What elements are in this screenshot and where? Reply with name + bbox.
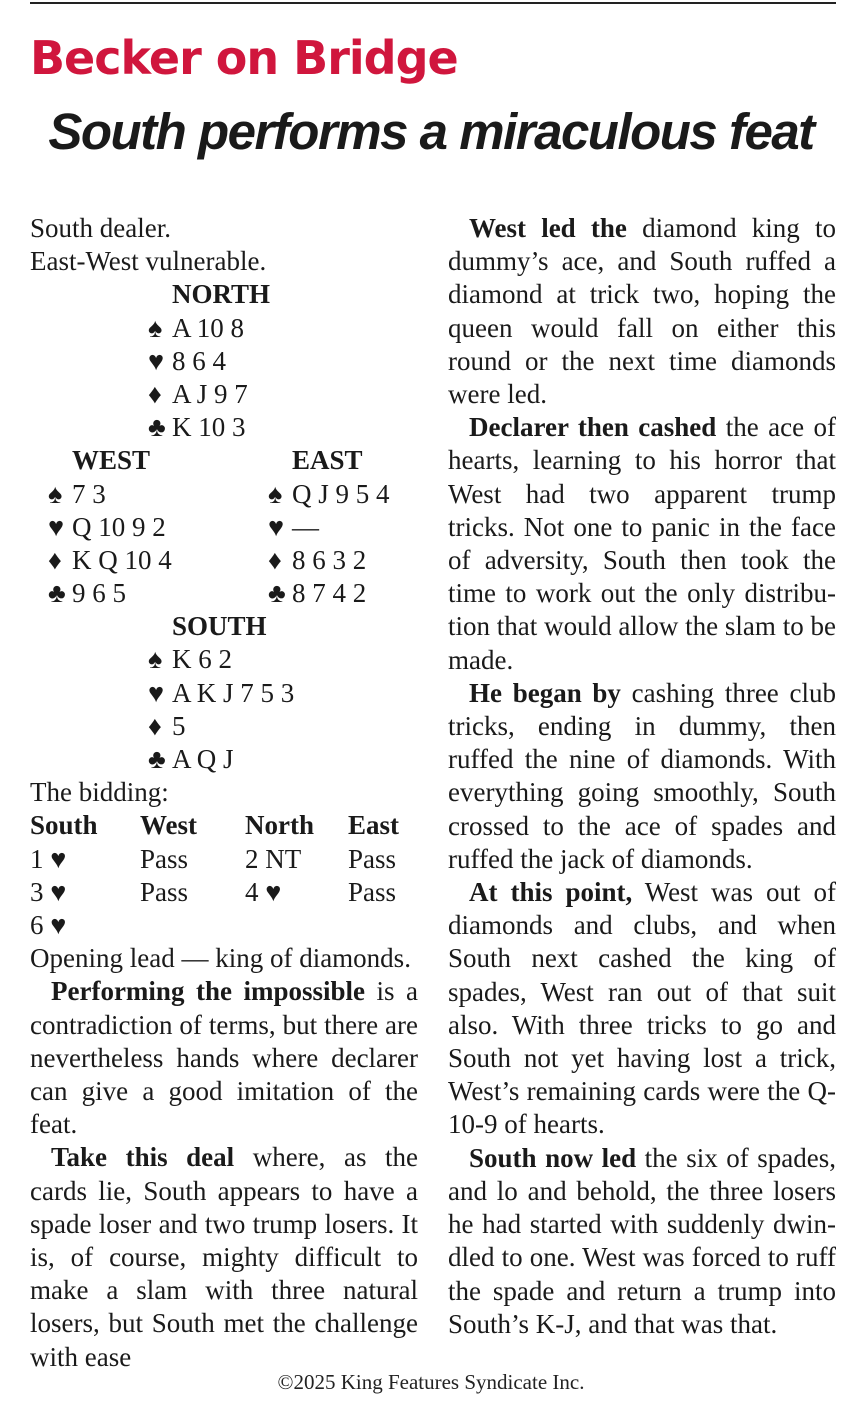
bidding-round: 6 ♥ [30,909,67,940]
club-icon: ♣ [268,578,286,609]
west-hearts: ♥ Q 10 9 2 [30,511,268,544]
west-spades: ♠ 7 3 [30,478,268,511]
north-hearts: ♥ 8 6 4 [30,345,418,378]
headline: South performs a miraculous feat [48,103,814,160]
diamond-icon: ♦ [148,710,162,741]
bidding-round: 3 ♥ Pass 4 ♥ Pass [30,876,397,907]
club-icon: ♣ [48,578,66,609]
column-title: Becker on Bridge [30,31,458,85]
east-diamonds: ♦ 8 6 3 2 [268,544,366,577]
article-paragraph: West led the diamond king to dummy’s ace, and South ruffed a diamond at trick two, hoping the queen would fall on either this round or the next time diamonds were led. [448,213,836,410]
bidding-header: South West North East [30,810,400,841]
article-paragraph: He began by cashing three club tricks, ending in dummy, then ruffed the nine of diamonds. With everything going smoothly, South crossed to the ace of spades and ruffed the jack of diamonds. [448,677,836,874]
diamond-icon: ♦ [268,544,282,575]
dealer-line: South dealer. [30,213,171,243]
left-column [30,212,418,1374]
west-clubs: ♣ 9 6 5 [30,577,268,610]
spade-icon: ♠ [148,644,163,675]
club-icon: ♣ [148,744,166,774]
south-hearts: ♥ A K J 7 5 3 [30,677,418,710]
north-label: NORTH [172,279,271,310]
top-rule [30,2,836,4]
article-paragraph: At this point, West was out of diamonds and clubs, and when South next cashed the king of spades, West ran out of that suit also. With three tricks to go and South not yet having lost a trick, West’s remaining cards were the Q-10-9 of hearts. [448,877,836,1140]
article-paragraph: Declarer then cashed the ace of hearts, learning to his horror that West had two apparent trump tricks. Not one to panic in the face of adversity, South then took the time to work out the only distribution that would allow the slam to be made. [448,412,836,675]
diamond-icon: ♦ [148,378,162,409]
north-diamonds: ♦ A J 9 7 [30,378,418,411]
south-label: SOUTH [172,611,267,642]
diamond-icon: ♦ [48,544,62,575]
heart-icon: ♥ [148,345,165,376]
west-east-clubs [30,577,418,610]
bidding-round: 1 ♥ Pass 2 NT Pass [30,843,397,874]
vulnerability-line: East-West vulnerable. [30,246,267,277]
south-diamonds: ♦ 5 [30,710,418,743]
article-paragraph: Performing the impossible is a contradiction of terms, but there are nevertheless hands where declarer can give a good imitation of the feat. [30,976,418,1140]
spade-icon: ♠ [48,478,63,509]
north-spades: ♠ A 10 8 [30,312,418,345]
south-clubs: ♣ A Q J [30,743,418,776]
east-spades: ♠ Q J 9 5 4 [268,478,390,511]
north-clubs: ♣ K 10 3 [30,411,418,444]
west-east-hearts [30,511,418,544]
east-clubs: ♣ 8 7 4 2 [268,577,366,610]
west-east-labels [30,444,418,477]
west-diamonds: ♦ K Q 10 4 [30,544,268,577]
heart-icon: ♥ [148,677,165,708]
article-paragraph: Take this deal where, as the cards lie, South appears to have a spade loser and two trump losers. It is, of course, mighty difficult to make a slam with three natural losers, but South met the challenge with ease [30,1142,418,1372]
spade-icon: ♠ [268,478,283,509]
copyright: ©2025 King Features Syndicate Inc. [277,1370,585,1394]
east-hearts: ♥ — [268,511,319,544]
bidding-title: The bidding: [30,777,169,808]
east-label: EAST [292,445,363,476]
club-icon: ♣ [148,412,166,443]
opening-lead: Opening lead — king of diamonds. [30,943,411,974]
heart-icon: ♥ [48,511,65,542]
deal-diagram [30,278,418,776]
spade-icon: ♠ [148,312,163,343]
west-east-diamonds [30,544,418,577]
article-paragraph: South now led the six of spades, and lo and behold, the three losers he had started with suddenly dwindled to one. West was forced to ruff the spade and return a trump into South’s K-J, and that was that. [448,1142,837,1339]
south-spades: ♠ K 6 2 [30,643,418,676]
west-east-spades [30,478,418,511]
west-label: WEST [72,445,151,476]
heart-icon: ♥ [268,511,285,542]
right-column [448,212,836,1341]
